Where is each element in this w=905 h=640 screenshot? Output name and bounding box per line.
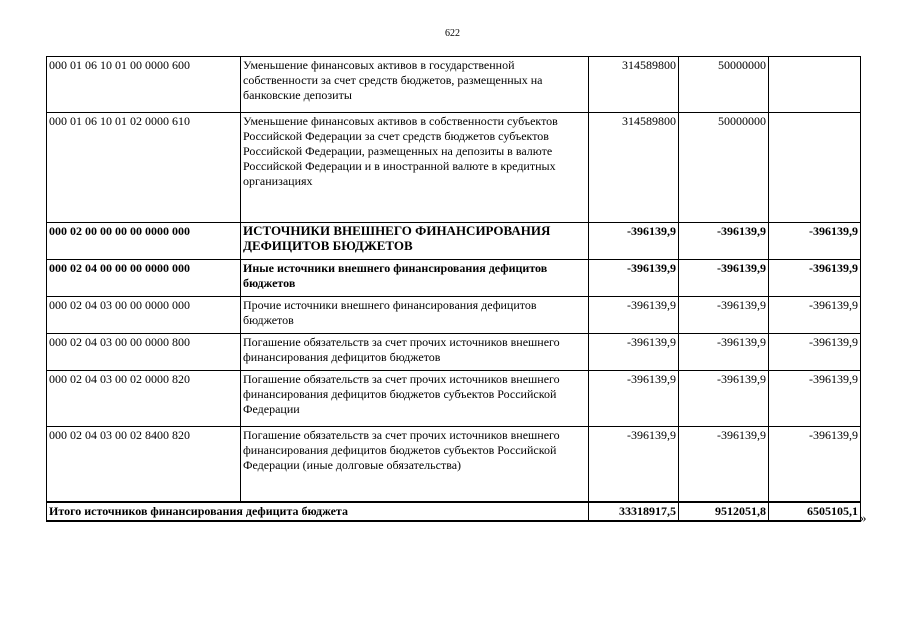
- row-value-2: 50000000: [679, 57, 769, 113]
- row-value-2: -396139,9: [679, 371, 769, 427]
- row-value-3: -396139,9: [769, 334, 861, 371]
- row-value-1: -396139,9: [589, 371, 679, 427]
- row-description: Иные источники внешнего финансирования дефицитов бюджетов: [241, 260, 589, 297]
- row-value-1: 314589800: [589, 57, 679, 113]
- row-code: 000 01 06 10 01 00 0000 600: [47, 57, 241, 113]
- row-value-2: -396139,9: [679, 334, 769, 371]
- total-label: Итого источников финансирования дефицита бюджета: [47, 502, 589, 521]
- row-description: Уменьшение финансовых активов в собственности субъектов Российской Федерации за счет средств бюджетов субъектов Российской Федерации, размещенных на депозиты в валюте Российской Федерации и в иностранной валюте в кредитных организациях: [241, 113, 589, 223]
- row-value-3: [769, 57, 861, 113]
- row-value-2: -396139,9: [679, 223, 769, 260]
- row-description: Уменьшение финансовых активов в государственной собственности за счет средств бюджетов, размещенных на банковские депозиты: [241, 57, 589, 113]
- row-value-3: [769, 113, 861, 223]
- total-row: [47, 502, 861, 521]
- table-row: [47, 113, 861, 223]
- page-number: 622: [445, 28, 460, 39]
- row-description: Прочие источники внешнего финансирования дефицитов бюджетов: [241, 297, 589, 334]
- row-code: 000 01 06 10 01 02 0000 610: [47, 113, 241, 223]
- row-description: Погашение обязательств за счет прочих источников внешнего финансирования дефицитов бюджетов: [241, 334, 589, 371]
- row-value-1: 314589800: [589, 113, 679, 223]
- table-row: [47, 260, 861, 297]
- row-code: 000 02 04 03 00 02 8400 820: [47, 427, 241, 502]
- row-value-2: 50000000: [679, 113, 769, 223]
- row-value-2: -396139,9: [679, 260, 769, 297]
- closing-quote-mark: »: [860, 510, 867, 525]
- table-row: [47, 57, 861, 113]
- row-code: 000 02 04 03 00 00 0000 800: [47, 334, 241, 371]
- total-value-2: 9512051,8: [679, 502, 769, 521]
- row-code: 000 02 04 03 00 02 0000 820: [47, 371, 241, 427]
- row-code: 000 02 00 00 00 00 0000 000: [47, 223, 241, 260]
- row-description: ИСТОЧНИКИ ВНЕШНЕГО ФИНАНСИРОВАНИЯ ДЕФИЦИТОВ БЮДЖЕТОВ: [241, 223, 589, 260]
- row-value-2: -396139,9: [679, 427, 769, 502]
- table-row: [47, 371, 861, 427]
- row-value-1: -396139,9: [589, 427, 679, 502]
- row-value-3: -396139,9: [769, 371, 861, 427]
- total-value-1: 33318917,5: [589, 502, 679, 521]
- row-value-1: -396139,9: [589, 223, 679, 260]
- row-value-1: -396139,9: [589, 297, 679, 334]
- row-value-3: -396139,9: [769, 260, 861, 297]
- row-description: Погашение обязательств за счет прочих источников внешнего финансирования дефицитов бюджетов субъектов Российской Федерации (иные долговые обязательства): [241, 427, 589, 502]
- row-value-1: -396139,9: [589, 334, 679, 371]
- table-row: [47, 427, 861, 502]
- row-value-2: -396139,9: [679, 297, 769, 334]
- budget-sources-table: [46, 56, 861, 522]
- row-value-3: -396139,9: [769, 223, 861, 260]
- row-description: Погашение обязательств за счет прочих источников внешнего финансирования дефицитов бюджетов субъектов Российской Федерации: [241, 371, 589, 427]
- row-value-3: -396139,9: [769, 427, 861, 502]
- table-row: [47, 223, 861, 260]
- total-value-3: 6505105,1: [769, 502, 861, 521]
- row-code: 000 02 04 00 00 00 0000 000: [47, 260, 241, 297]
- row-code: 000 02 04 03 00 00 0000 000: [47, 297, 241, 334]
- row-value-3: -396139,9: [769, 297, 861, 334]
- table-row: [47, 297, 861, 334]
- table-row: [47, 334, 861, 371]
- row-value-1: -396139,9: [589, 260, 679, 297]
